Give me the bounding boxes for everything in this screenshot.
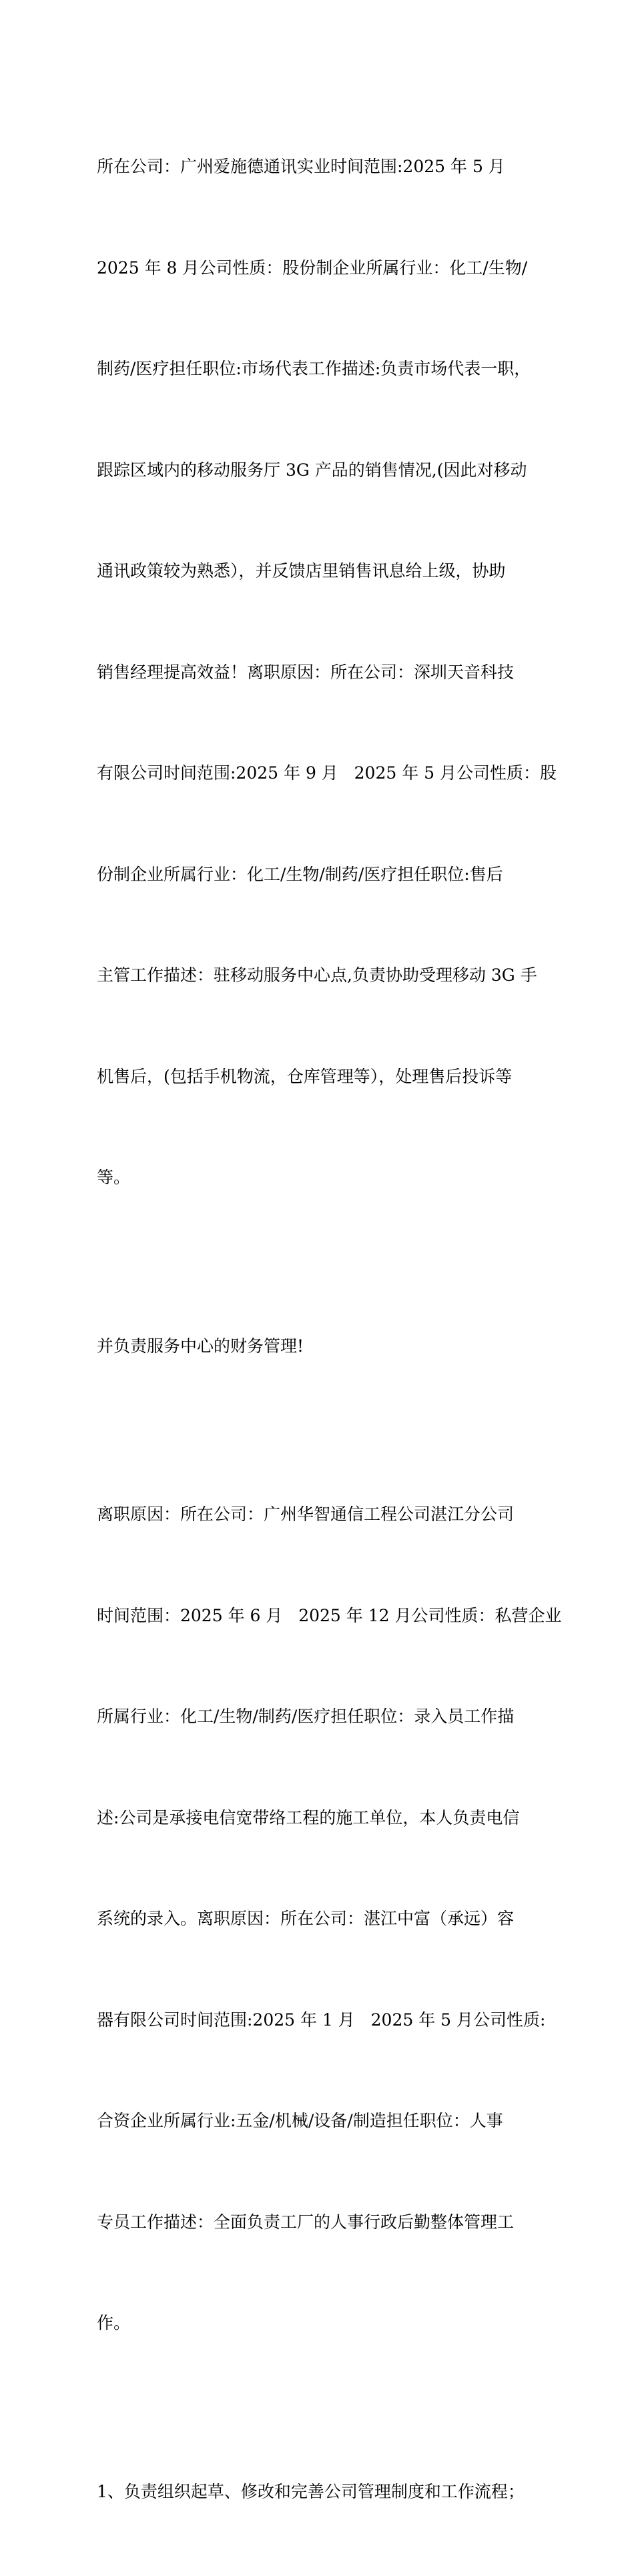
text-line: 1、负责组织起草、修改和完善公司管理制度和工作流程； bbox=[97, 2475, 557, 2509]
text-line: 主管工作描述：驻移动服务中心点,负责协助受理移动 3G 手 bbox=[97, 959, 557, 993]
text-line: 离职原因：所在公司：广州华智通信工程公司湛江分公司 bbox=[97, 1498, 557, 1532]
text-line: 所属行业：化工/生物/制药/医疗担任职位：录入员工作描 bbox=[97, 1700, 557, 1734]
text-line: 制药/医疗担任职位:市场代表工作描述:负责市场代表一职， bbox=[97, 352, 557, 386]
text-line: 器有限公司时间范围:2025 年 1 月 2025 年 5 月公司性质: bbox=[97, 2004, 557, 2038]
text-line: 所在公司：广州爱施德通讯实业时间范围:2025 年 5 月 bbox=[97, 150, 557, 184]
text-line: 专员工作描述：全面负责工厂的人事行政后勤整体管理工 bbox=[97, 2206, 557, 2240]
text-line: 等。 bbox=[97, 1161, 557, 1195]
paragraph-numbered-item-1 bbox=[97, 2408, 557, 2576]
text-line: 时间范围：2025 年 6 月 2025 年 12 月公司性质：私营企业 bbox=[97, 1599, 557, 1633]
text-line: 并负责服务中心的财务管理! bbox=[97, 1330, 557, 1364]
paragraph-later-positions bbox=[97, 1430, 557, 2408]
text-line: 2025 年 8 月公司性质：股份制企业所属行业：化工/生物/ bbox=[97, 252, 557, 286]
text-line: 合资企业所属行业:五金/机械/设备/制造担任职位：人事 bbox=[97, 2104, 557, 2138]
text-line: 通讯政策较为熟悉），并反馈店里销售讯息给上级，协助 bbox=[97, 554, 557, 588]
text-line: 系统的录入。离职原因：所在公司：湛江中富（承远）容 bbox=[97, 1902, 557, 1936]
text-line: 述:公司是承接电信宽带络工程的施工单位，本人负责电信 bbox=[97, 1801, 557, 1835]
text-line: 销售经理提高效益！离职原因：所在公司：深圳天音科技 bbox=[97, 656, 557, 690]
text-line: 有限公司时间范围:2025 年 9 月 2025 年 5 月公司性质：股 bbox=[97, 757, 557, 791]
document-page bbox=[0, 0, 634, 897]
text-line: 作。 bbox=[97, 2306, 557, 2340]
document-body bbox=[97, 83, 557, 2576]
paragraph-finance-duty bbox=[97, 1262, 557, 1431]
text-line: 跟踪区域内的移动服务厅 3G 产品的销售情况,(因此对移动 bbox=[97, 454, 557, 488]
text-line: 机售后，(包括手机物流，仓库管理等），处理售后投诉等 bbox=[97, 1060, 557, 1094]
text-line: 份制企业所属行业：化工/生物/制药/医疗担任职位:售后 bbox=[97, 858, 557, 892]
paragraph-work-history bbox=[97, 83, 557, 1262]
